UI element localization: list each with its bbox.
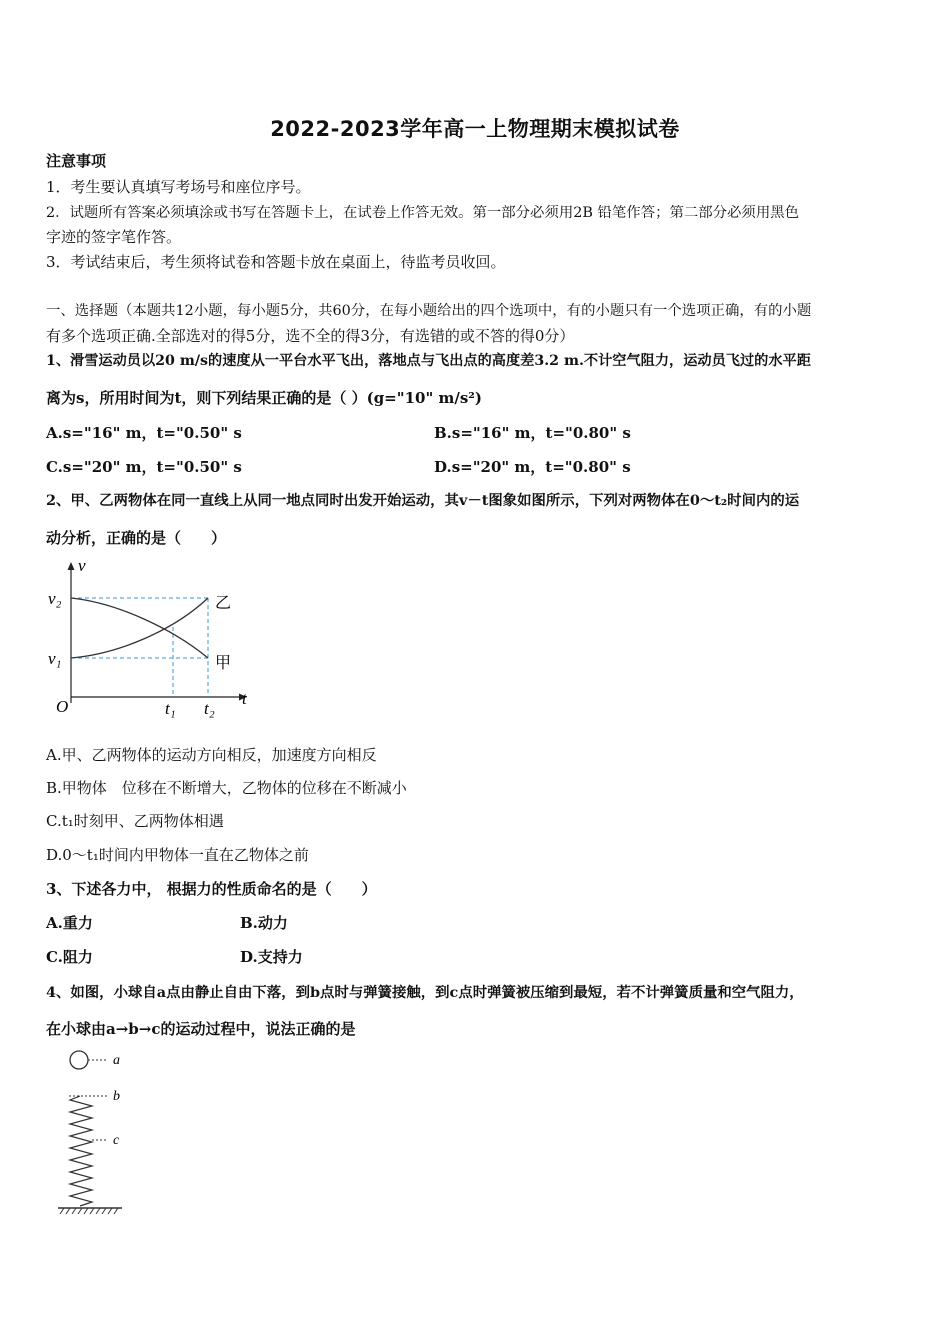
question-2-stem: 动分析，正确的是（ ） <box>46 529 227 547</box>
question-1-option-d: D.s="20" m，t="0.80" s <box>434 458 631 476</box>
label-jia: 甲 <box>215 653 232 672</box>
axis-v-label: v <box>78 558 86 575</box>
label-b: b <box>113 1089 120 1104</box>
curve-jia <box>71 598 208 658</box>
axis-t-label: t <box>242 689 247 708</box>
question-1-option-a: A.s="16" m，t="0.50" s <box>46 424 242 442</box>
ball-icon <box>70 1051 88 1069</box>
label-c: c <box>113 1133 120 1148</box>
v1-label: v₁ <box>48 649 62 668</box>
notice-item: 字迹的签字笔作答。 <box>46 228 182 246</box>
ground-hatch <box>60 1208 118 1214</box>
question-2-option-c: C.t₁时刻甲、乙两物体相遇 <box>46 812 224 830</box>
question-3-option-a: A.重力 <box>46 914 93 932</box>
origin-label: O <box>56 697 69 716</box>
question-3-option-b: B.动力 <box>240 914 288 932</box>
spring-ball-figure <box>52 1044 142 1224</box>
question-1-stem: 离为s，所用时间为t，则下列结果正确的是（ ）(g="10" m/s²) <box>46 389 482 407</box>
question-2-stem: 2、甲、乙两物体在同一直线上从同一地点同时出发开始运动，其v－t图象如图所示，下列对两物体在0～t₂时间内的运 <box>46 492 800 509</box>
notice-item: 3．考试结束后，考生须将试卷和答题卡放在桌面上，待监考员收回。 <box>46 253 506 271</box>
v-axis-arrow <box>68 562 75 570</box>
notice-item: 1．考生要认真填写考场号和座位序号。 <box>46 178 311 196</box>
v-t-graph <box>44 558 254 718</box>
section-instructions: 有多个选项正确.全部选对的得5分，选不全的得3分，有选错的或不答的得0分） <box>46 327 575 345</box>
t2-label: t₂ <box>204 699 215 718</box>
v2-label: v₂ <box>48 589 62 608</box>
notice-item: 2．试题所有答案必须填涂或书写在答题卡上，在试卷上作答无效。第一部分必须用2B 铅笔作答；第二部分必须用黑色 <box>46 205 799 221</box>
curve-yi <box>71 598 208 658</box>
label-yi: 乙 <box>215 593 232 612</box>
question-1-stem: 1、滑雪运动员以20 m/s的速度从一平台水平飞出，落地点与飞出点的高度差3.2 m.不计空气阻力，运动员飞过的水平距 <box>46 353 811 369</box>
label-a: a <box>113 1053 120 1068</box>
notice-heading: 注意事项 <box>46 152 107 170</box>
question-3-option-c: C.阻力 <box>46 948 93 966</box>
question-1-option-b: B.s="16" m，t="0.80" s <box>434 424 631 442</box>
question-2-option-a: A.甲、乙两物体的运动方向相反，加速度方向相反 <box>46 746 377 764</box>
question-3-stem: 3、下述各力中， 根据力的性质命名的是（ ） <box>46 880 377 898</box>
question-1-option-c: C.s="20" m，t="0.50" s <box>46 458 242 476</box>
spring-icon <box>70 1096 92 1206</box>
t1-label: t₁ <box>165 699 176 718</box>
question-4-stem: 4、如图，小球自a点由静止自由下落，到b点时与弹簧接触，到c点时弹簧被压缩到最短，若不计弹簧质量和空气阻力， <box>46 984 804 1001</box>
section-instructions: 一、选择题（本题共12小题，每小题5分，共60分，在每小题给出的四个选项中，有的小题只有一个选项正确，有的小题 <box>46 303 812 319</box>
question-3-option-d: D.支持力 <box>240 948 303 966</box>
question-4-stem: 在小球由a→b→c的运动过程中，说法正确的是 <box>46 1020 356 1038</box>
question-2-option-d: D.0～t₁时间内甲物体一直在乙物体之前 <box>46 846 309 864</box>
question-2-option-b: B.甲物体 位移在不断增大，乙物体的位移在不断减小 <box>46 779 407 797</box>
page-title: 2022-2023学年高一上物理期末模拟试卷 <box>270 117 680 141</box>
